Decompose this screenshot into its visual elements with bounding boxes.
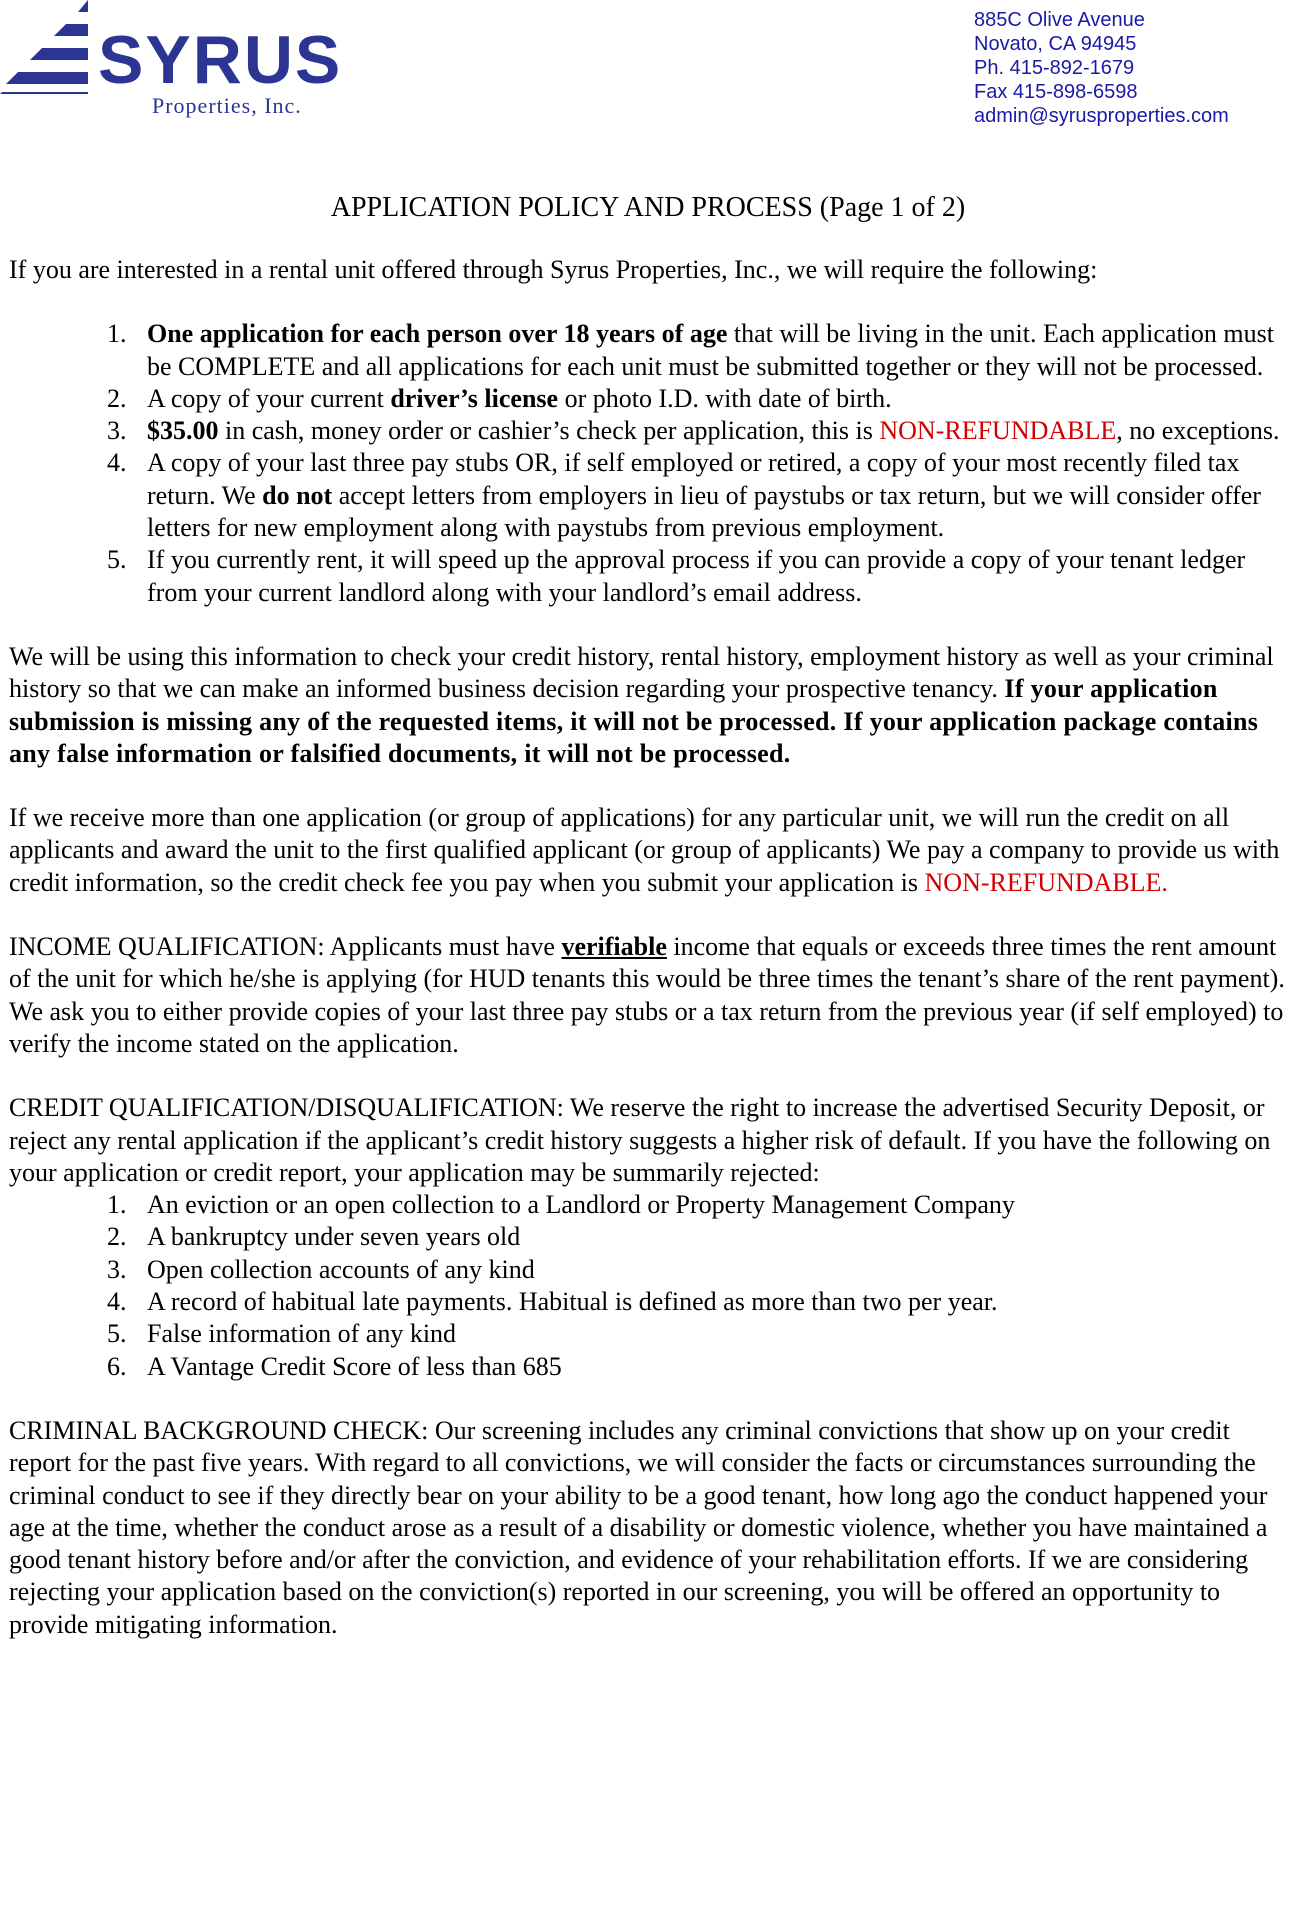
income-section: INCOME QUALIFICATION: Applicants must have verifiable income that equals or exceeds three times the rent amount of the unit for which he/she is applying (for HUD tenants this would be three times the tenant’s share of the rent payment). We ask you to either provide copies of your last three pay stubs or a tax return from the previous year (if self employed) to verify the income stated on the application. bbox=[9, 932, 1285, 1058]
list-item: 2. A bankruptcy under seven years old bbox=[107, 1222, 521, 1252]
phone-number: Ph. 415-892-1679 bbox=[974, 57, 1135, 79]
address-line-2: Novato, CA 94945 bbox=[974, 33, 1137, 55]
non-refundable-notice: NON-REFUNDABLE bbox=[879, 416, 1117, 446]
list-item: 2. A copy of your current driver’s license or photo I.D. with date of birth. bbox=[107, 383, 892, 413]
address-line-1: 885C Olive Avenue bbox=[974, 9, 1145, 31]
list-item: 1. An eviction or an open collection to a Landlord or Property Management Company bbox=[107, 1190, 1015, 1220]
criminal-heading: CRIMINAL BACKGROUND CHECK: bbox=[9, 1415, 429, 1445]
contact-block bbox=[974, 8, 1229, 128]
document-body bbox=[9, 254, 1294, 1641]
disqualification-list bbox=[9, 1189, 1294, 1383]
intro-paragraph: If you are interested in a rental unit offered through Syrus Properties, Inc., we will require the following: bbox=[9, 255, 1098, 284]
logo-stripes-icon bbox=[0, 0, 100, 100]
list-item: 3. Open collection accounts of any kind bbox=[107, 1254, 535, 1284]
criminal-section: CRIMINAL BACKGROUND CHECK: Our screening includes any criminal convictions that show up on your credit report for the past five years. With regard to all convictions, we will consider the facts or circumstances surrounding the criminal conduct to see if they directly bear on your ability to be a good tenant, how long ago the conduct happened your age at the time, whether the conduct arose as a result of a disability or domestic violence, whether you have maintained a good tenant history before and/or after the conviction, and evidence of your rehabilitation efforts. If we are considering rejecting your application based on the conviction(s) reported in our screening, you will be offered an opportunity to provide mitigating information. bbox=[9, 1415, 1268, 1639]
income-heading: INCOME QUALIFICATION: bbox=[9, 932, 325, 962]
logo-subtitle: Properties, Inc. bbox=[152, 93, 302, 118]
credit-section: CREDIT QUALIFICATION/DISQUALIFICATION: We reserve the right to increase the advertised Security Deposit, or reject any rental application if the applicant’s credit history suggests a higher risk of default. If you have the following on your application or credit report, your application may be summarily rejected: bbox=[9, 1093, 1271, 1187]
email-address[interactable]: admin@syrusproperties.com bbox=[974, 105, 1229, 127]
list-item: 3. $35.00 in cash, money order or cashier’s check per application, this is NON-REFUNDABLE, no exceptions. bbox=[107, 416, 1280, 446]
requirements-list bbox=[9, 318, 1294, 609]
multiple-applications-paragraph: If we receive more than one application (or group of applications) for any particular unit, we will run the credit on all applicants and award the unit to the first qualified applicant (or group of applicants) We pay a company to provide us with credit information, so the credit check fee you pay when you submit your application is NON-REFUNDABLE. bbox=[9, 803, 1280, 897]
page-title: APPLICATION POLICY AND PROCESS (Page 1 of 2) bbox=[330, 192, 966, 223]
list-item: 5. False information of any kind bbox=[107, 1319, 457, 1349]
list-item: 5. If you currently rent, it will speed up the approval process if you can provide a copy of your tenant ledger from your current landlord along with your landlord’s email address. bbox=[107, 545, 1246, 607]
check-paragraph: We will be using this information to check your credit history, rental history, employment history as well as your criminal history so that we can make an informed business decision regarding your prospective tenancy. If your application submission is missing any of the requested items, it will not be processed. If your application package contains any false information or falsified documents, it will not be processed. bbox=[9, 641, 1274, 768]
fax-number: Fax 415-898-6598 bbox=[974, 81, 1138, 103]
company-logo bbox=[0, 0, 390, 125]
credit-heading: CREDIT QUALIFICATION/DISQUALIFICATION: bbox=[9, 1093, 564, 1123]
logo-wordmark: SYRUS bbox=[98, 22, 343, 98]
list-item: 4. A copy of your last three pay stubs OR, if self employed or retired, a copy of your most recently filed tax return. We do not accept letters from employers in lieu of paystubs or tax return, but we will consider offer letters for new employment along with paystubs from previous employment. bbox=[107, 448, 1261, 543]
list-item: 6. A Vantage Credit Score of less than 685 bbox=[107, 1351, 562, 1381]
list-item: 1. One application for each person over 18 years of age that will be living in the unit. Each application must be COMPLETE and all applications for each unit must be submitted together or they will not be processed. bbox=[107, 319, 1274, 381]
list-item: 4. A record of habitual late payments. Habitual is defined as more than two per year. bbox=[107, 1287, 998, 1317]
